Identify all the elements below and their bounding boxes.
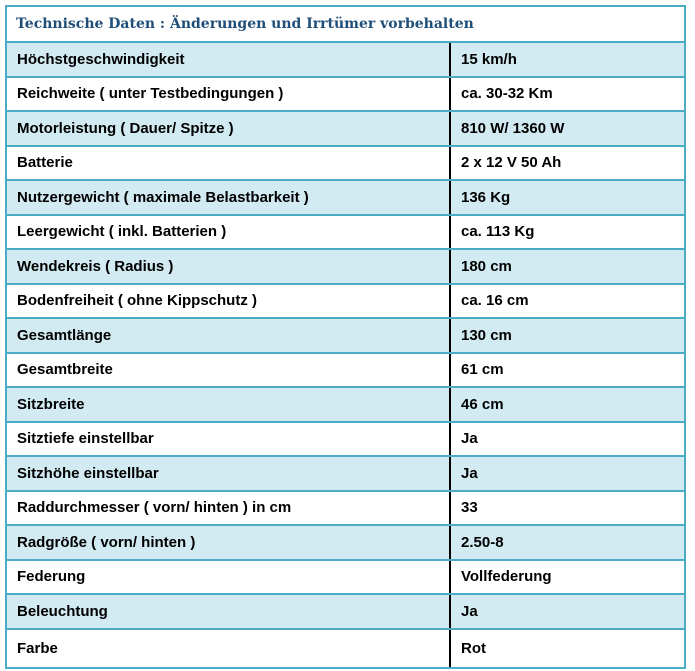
spec-label: Motorleistung ( Dauer/ Spitze ) — [7, 111, 450, 146]
spec-value: 136 Kg — [450, 180, 684, 215]
table-row — [7, 111, 684, 146]
spec-sheet — [5, 5, 686, 669]
spec-value: 46 cm — [450, 387, 684, 422]
table-row — [7, 525, 684, 560]
spec-value: 61 cm — [450, 353, 684, 388]
table-row — [7, 353, 684, 388]
spec-label: Wendekreis ( Radius ) — [7, 249, 450, 284]
spec-label: Farbe — [7, 629, 450, 667]
spec-title: Technische Daten : Änderungen und Irrtümer vorbehalten — [7, 7, 684, 43]
spec-label: Höchstgeschwindigkeit — [7, 43, 450, 77]
table-row — [7, 318, 684, 353]
spec-value: 15 km/h — [450, 43, 684, 77]
spec-label: Leergewicht ( inkl. Batterien ) — [7, 215, 450, 250]
spec-value: 33 — [450, 491, 684, 526]
spec-label: Bodenfreiheit ( ohne Kippschutz ) — [7, 284, 450, 319]
spec-label: Gesamtlänge — [7, 318, 450, 353]
spec-label: Sitzbreite — [7, 387, 450, 422]
spec-value: Ja — [450, 422, 684, 457]
table-row — [7, 146, 684, 181]
spec-label: Raddurchmesser ( vorn/ hinten ) in cm — [7, 491, 450, 526]
table-row — [7, 387, 684, 422]
spec-value: 810 W/ 1360 W — [450, 111, 684, 146]
spec-label: Reichweite ( unter Testbedingungen ) — [7, 77, 450, 112]
table-row — [7, 491, 684, 526]
table-row — [7, 77, 684, 112]
spec-value: 2.50-8 — [450, 525, 684, 560]
table-row — [7, 284, 684, 319]
table-row — [7, 422, 684, 457]
spec-label: Sitzhöhe einstellbar — [7, 456, 450, 491]
spec-value: Ja — [450, 456, 684, 491]
table-row — [7, 560, 684, 595]
table-row — [7, 215, 684, 250]
spec-value: ca. 30-32 Km — [450, 77, 684, 112]
table-row — [7, 456, 684, 491]
spec-value: ca. 16 cm — [450, 284, 684, 319]
spec-label: Nutzergewicht ( maximale Belastbarkeit ) — [7, 180, 450, 215]
spec-label: Batterie — [7, 146, 450, 181]
spec-value: 2 x 12 V 50 Ah — [450, 146, 684, 181]
spec-value: ca. 113 Kg — [450, 215, 684, 250]
spec-value: Rot — [450, 629, 684, 667]
table-row — [7, 629, 684, 667]
table-row — [7, 180, 684, 215]
spec-label: Sitztiefe einstellbar — [7, 422, 450, 457]
spec-value: 130 cm — [450, 318, 684, 353]
table-row — [7, 249, 684, 284]
spec-value: Vollfederung — [450, 560, 684, 595]
table-row — [7, 43, 684, 77]
spec-label: Radgröße ( vorn/ hinten ) — [7, 525, 450, 560]
spec-table — [7, 43, 684, 667]
spec-value: Ja — [450, 594, 684, 629]
spec-label: Federung — [7, 560, 450, 595]
spec-table-body — [7, 43, 684, 667]
spec-label: Gesamtbreite — [7, 353, 450, 388]
spec-label: Beleuchtung — [7, 594, 450, 629]
spec-value: 180 cm — [450, 249, 684, 284]
table-row — [7, 594, 684, 629]
